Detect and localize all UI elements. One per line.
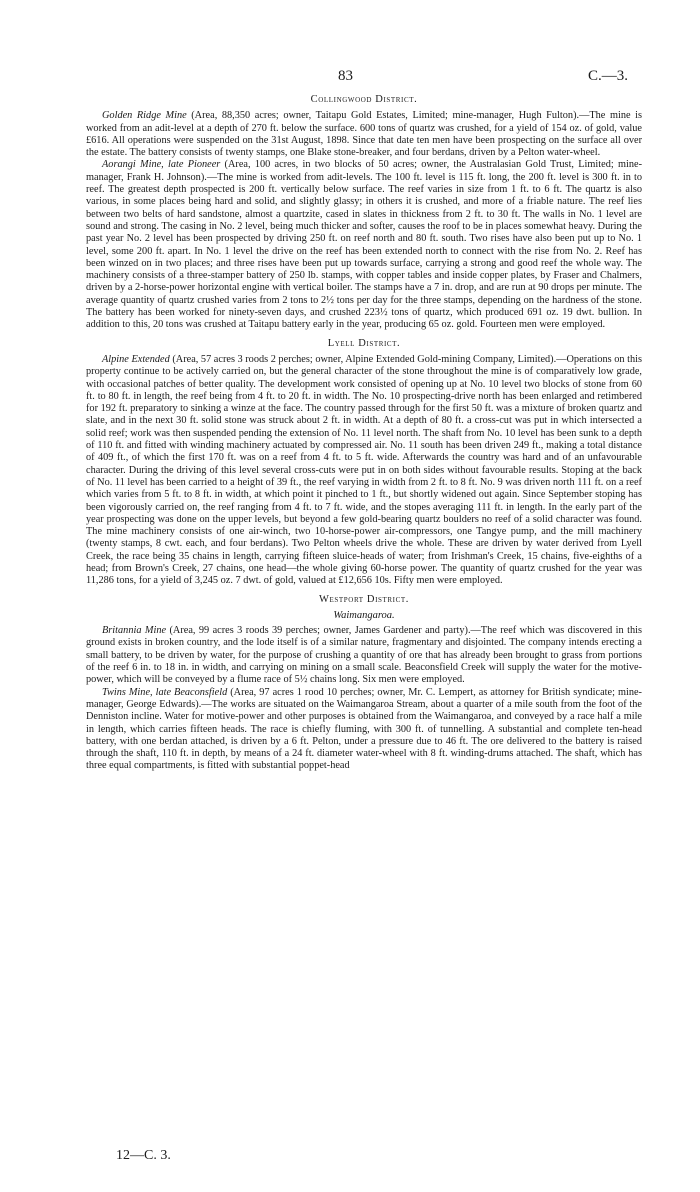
section-subheading-waimangaroa: Waimangaroa.: [333, 609, 395, 621]
paragraph-text: (Area, 100 acres, in two blocks of 50 acres; owner, the Australasian Gold Trust, Limited; mine-manager, Frank H. Johnson).—The mine is worked from adit-levels. The 100 ft. level is 115 ft. long, the 200 ft. level is 300 ft. in to reef. The greatest depth prospected is 200 ft. vertically below surface. The reef varies in size from 1 ft. to 6 ft. The quartz is also various, in some places being hard and solid, and slightly glassy; in others it is crushed, and more of a friable nature. The reef lies between two belts of hard sandstone, almost a quartzite, cased in slates in thickness from 2 ft. to 30 ft. The walls in No. 1 level are sound and strong. The casing in No. 2 level, being much thicker and softer, causes the roof to be in places somewhat heavy. During the past year No. 2 level has been prospected by driving 250 ft. on reef north and 80 ft. south. Two rises have also been put up to No. 1 level, some 200 ft. apart. In No. 1 level the drive on the reef has been extended north to connect with the rise from No. 2. Reef has been winzed on in two places; and three rises have been put up towards surface, carrying a strong and good reef the whole way. The machinery consists of a three-stamper battery of 250 lb. stamps, with copper tables and inside copper plates, by Fraser and Chalmers, driven by a 2-horse-power horizontal engine with vertical boiler. The stamps have a 7 in. drop, and are run at 90 drops per minute. The average quantity of quartz crushed varies from 2 tons to 2½ tons per day for the three stamps, depending on the hardness of the stone. The battery has been worked for ninety-seven days, and crushed 223½ tons of quartz, which produced 691 oz. 19 dwt. bullion. In addition to this, 20 tons was crushed at Taitapu battery early in the year, producing 65 oz. gold. Fourteen men were employed.: [86, 159, 642, 331]
paragraph-golden-ridge: [86, 110, 642, 159]
section-heading-lyell: Lyell District.: [327, 337, 401, 349]
paragraph-twins: [86, 687, 642, 773]
paragraph-text: (Area, 88,350 acres; owner, Taitapu Gold Estates, Limited; mine-manager, Hugh Fulton).—The mine is worked from an adit-level at a depth of 270 ft. below the surface. 600 tons of quartz was crushed, for a yield of 154 oz. of gold, value £616. All operations were suspended on the 31st August, 1898. Since that date ten men have been prospecting on the surface all over the estate. The battery consists of twenty stamps, one Blake stone-breaker, and four berdans, driven by a Pelton water-wheel.: [86, 110, 643, 159]
paragraph-aorangi: [86, 159, 642, 331]
mine-name: Golden Ridge Mine: [102, 110, 187, 122]
page-signature: 12—C. 3.: [116, 1148, 171, 1163]
document-reference: C.—3.: [588, 68, 629, 84]
paragraph-text: (Area, 57 acres 3 roods 2 perches; owner, Alpine Extended Gold-mining Company, Limited).—Operations on this property continue to be actively carried on, but the general character of the stone throughout the mine is of comparatively low grade, with occasional patches of better quality. The development work consisted of opening up at No. 10 level two blocks of stone from 60 ft. to 80 ft. in length, the reef being from 4 ft. to 20 ft. in width. The No. 10 prospecting-drive north has been enlarged and retimbered for 192 ft. preparatory to sinking a winze at the face. The country passed through for the first 50 ft. was a mixture of broken quartz and slate, and in the next 30 ft. solid stone was struck about 2 ft. in width. At a depth of 80 ft. a cross-cut was put in which intersected a solid reef; work was then suspended pending the extension of No. 11 level north. The shaft from No. 10 level has been sunk to a depth of 110 ft. and fitted with winding machinery actuated by compressed air. No. 11 south has been driven 249 ft., making a total distance of 409 ft., of which the first 170 ft. was on a reef from 4 ft. to 5 ft. wide. Afterwards the country was hard and of an unfavourable character. During the driving of this level several cross-cuts were put in on both sides without favourable results. Stoping at the back of No. 11 level has been carried to a height of 39 ft., the reef varying in width from 2 ft. to 8 ft. No. 9 was driven north 111 ft. on a reef which varies from 5 ft. to 8 ft. in width, at which point it pinched to 1 ft., but shortly widened out again. Since September stoping has been vigorously carried on, the reef ranging from 4 ft. to 7 ft. wide, and the stopes averaging 111 ft. in length. In the early part of the year prospecting was done on the upper levels, but beyond a few gold-bearing quartz boulders no reef of a solid character was found. The mine machinery consists of one air-winch, two 10-horse-power air-compressors, one Tangye pump, and the mill machinery (twenty stamps, 8 cwt. each, and four berdans). Two Pelton wheels drive the whole. These are driven by water derived from Lyell Creek, the race being 35 chains in length, carrying fifteen sluice-heads of water; from Irishman's Creek, 15 chains, five-eighths of a head; from Brown's Creek, 27 chains, one head—the whole giving 60-horse power. The quantity of quartz crushed for the year was 11,286 tons, for a yield of 3,245 oz. 7 dwt. of gold, valued at £12,656 10s. Fifty men were employed.: [86, 353, 642, 587]
document-body: [86, 94, 642, 773]
mine-name: Twins Mine, late Beaconsfield: [102, 686, 228, 698]
paragraph-text: (Area, 97 acres 1 rood 10 perches; owner, Mr. C. Lempert, as attorney for British syndicate; mine-manager, George Edwards).—The works are situated on the Waimangaroa Stream, about a quarter of a mile south from the foot of the Denniston incline. Water for motive-power and other purposes is obtained from the Waimangaroa, and conveyed by a race half a mile in length, which carries fifteen heads. The race is chiefly fluming, with 300 ft. of tunnelling. A substantial and complete ten-head battery, with one berdan attached, is driven by a 6 ft. Pelton, under a pressure due to 46 ft. The ore delivered to the battery is raised through the shaft, 110 ft. in depth, by means of a 24 ft. diameter water-wheel with 8 ft. winding-drums attached. The shaft, which has three equal compartments, is fitted with substantial poppet-head: [86, 686, 642, 772]
mine-name: Alpine Extended: [102, 353, 170, 365]
paragraph-britannia: [86, 625, 642, 686]
mine-name: Aorangi Mine, late Pioneer: [102, 159, 221, 171]
paragraph-alpine-extended: [86, 354, 642, 588]
paragraph-text: (Area, 99 acres 3 roods 39 perches; owner, James Gardener and party).—The reef which was discovered in this ground exists in broken country, and the lode itself is of a similar nature, fragmentary and disjointed. The company intends erecting a small battery, to be driven by water, for the purpose of crushing a quantity of ore that has already been brought to grass from portions of the reef 6 in. to 18 in. in width, and carrying on mining on a small scale. Beaconsfield Creek will supply the water for the motive-power, which will be conveyed by a flume race of 5½ chains long. Six men were employed.: [86, 625, 642, 686]
section-heading-collingwood: Collingwood District.: [310, 94, 418, 105]
mine-name: Britannia Mine: [102, 625, 167, 637]
section-heading-westport: Westport District.: [319, 593, 409, 605]
page-number: 83: [338, 68, 353, 84]
